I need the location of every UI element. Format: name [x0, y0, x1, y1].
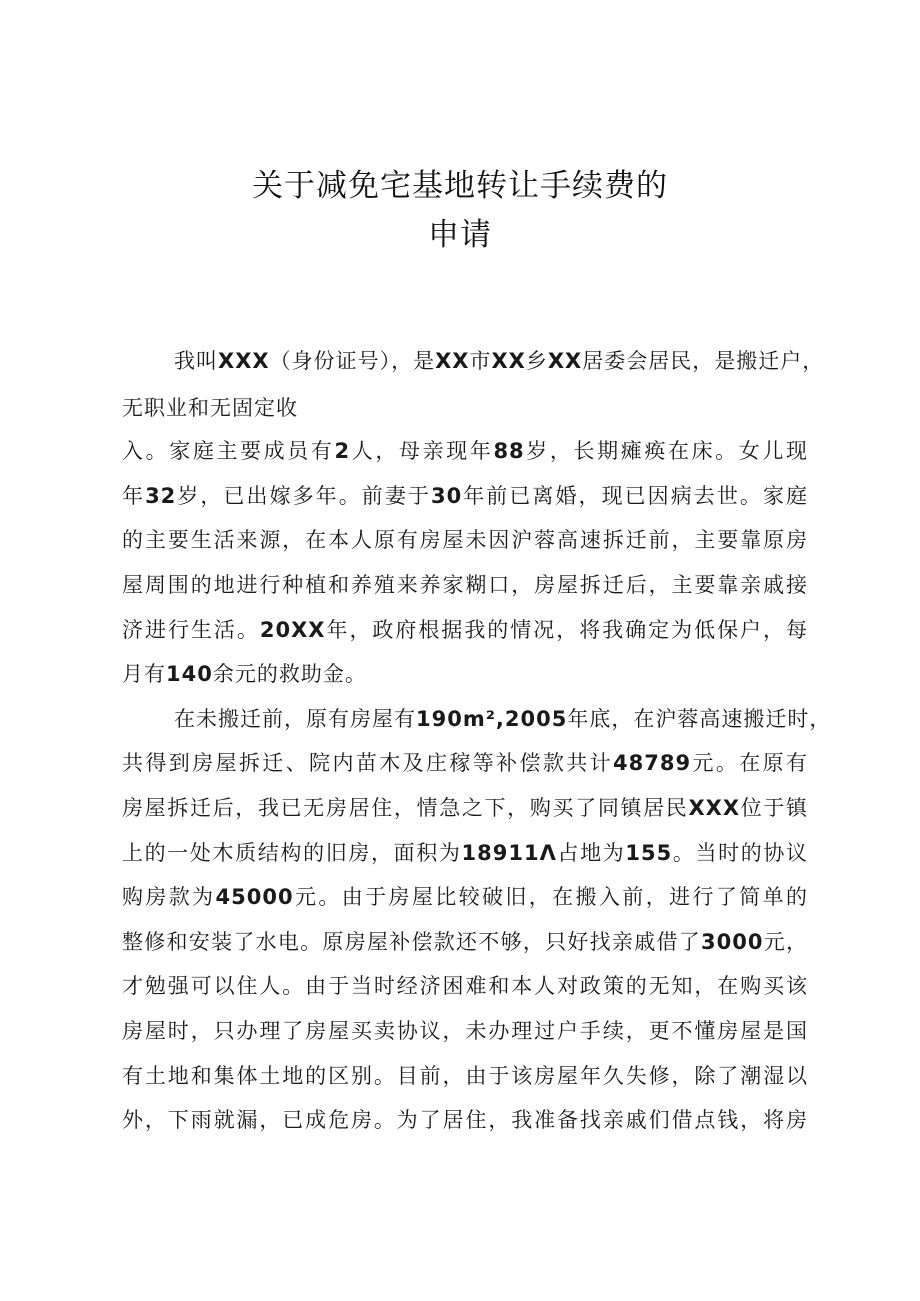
paragraph-line: 整修和安装了水电。原房屋补偿款还不够，只好找亲戚借了3000元， [122, 930, 809, 954]
paragraph-line: 入。家庭主要成员有2人，母亲现年88岁，长期瘫痪在床。女儿现 [122, 439, 809, 463]
document-title-line2: 申请 [428, 217, 492, 253]
paragraph-line: 有土地和集体土地的区别。目前，由于该房屋年久失修，除了潮湿以 [122, 1064, 808, 1088]
document-title-line1: 关于减免宅基地转让手续费的 [252, 168, 668, 204]
paragraph-line: 共得到房屋拆迁、院内苗木及庄稼等补偿款共计48789元。在原有 [122, 751, 809, 775]
paragraph-line: 才勉强可以住人。由于当时经济困难和本人对政策的无知，在购买该 [122, 974, 808, 998]
paragraph-line: 房屋时，只办理了房屋买卖协议，未办理过户手续，更不懂房屋是国 [122, 1019, 808, 1043]
paragraph-line: 年32岁，已出嫁多年。前妻于30年前已离婚，现已因病去世。家庭 [122, 484, 809, 508]
paragraph-line: 在未搬迁前，原有房屋有190m²,2005年底，在沪蓉高速搬迁时， [174, 707, 832, 731]
paragraph-line: 无职业和无固定收 [122, 396, 298, 420]
paragraph-line: 房屋拆迁后，我已无房居住，情急之下，购买了同镇居民XXX位于镇 [122, 796, 809, 820]
paragraph-line: 济进行生活。20XX年，政府根据我的情况，将我确定为低保户，每 [122, 618, 809, 642]
paragraph-line: 外，下雨就漏，已成危房。为了居住，我准备找亲戚们借点钱，将房 [122, 1108, 808, 1132]
paragraph-line: 屋周围的地进行种植和养殖来养家糊口，房屋拆迁后，主要靠亲戚接 [122, 573, 808, 597]
paragraph-line: 上的一处木质结构的旧房，面积为18911Λ占地为155。当时的协议 [122, 841, 809, 865]
paragraph-line: 月有140余元的救助金。 [122, 662, 367, 686]
paragraph-line: 购房款为45000元。由于房屋比较破旧，在搬入前，进行了简单的 [122, 885, 809, 909]
paragraph-line: 我叫XXX（身份证号），是XX市XX乡XX居委会居民，是搬迁户， [174, 349, 825, 373]
paragraph-line: 的主要生活来源，在本人原有房屋未因沪蓉高速拆迁前，主要靠原房 [122, 528, 808, 552]
